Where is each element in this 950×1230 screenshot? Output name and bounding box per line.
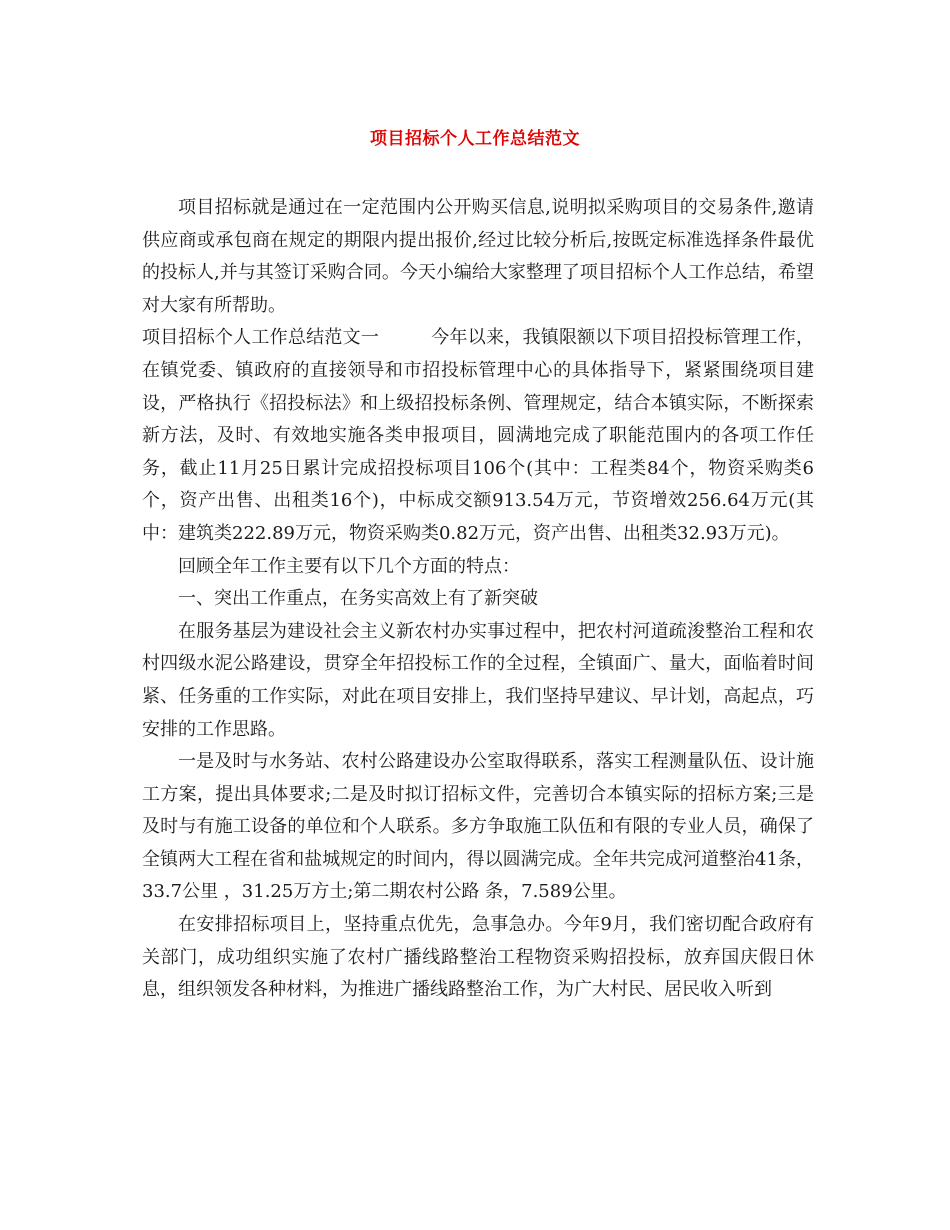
paragraph-sample1 [142,322,814,550]
document-title: 项目招标个人工作总结范文 [370,129,580,149]
section-heading-point1: 一、突出工作重点，在务实高效上有了新突破 [178,588,538,610]
paragraph-intro: 项目招标就是通过在一定范围内公开购买信息,说明拟采购项目的交易条件,邀请供应商或承包商在规定的期限内提出报价,经过比较分析后,按既定标准选择条件最优的投标人,并与其签订采购合同。今天小编给大家整理了项目招标个人工作总结，希望对大家有所帮助。 [142,197,814,316]
paragraph-measures: 一是及时与水务站、农村公路建设办公室取得联系，落实工程测量队伍、设计施工方案，提出具体要求;二是及时拟订招标文件，完善切合本镇实际的招标方案;三是及时与有施工设备的单位和个人联系。多方争取施工队伍和有限的专业人员，确保了全镇两大工程在省和盐城规定的时间内，得以圆满完成。全年共完成河道整治41条，33.7公里 ，31.25万方土;第二期农村公路 条，7.589公里。 [142,751,815,903]
paragraph-review: 回顾全年工作主要有以下几个方面的特点： [178,555,520,577]
sample1-body: 今年以来，我镇限额以下项目招投标管理工作，在镇党委、镇政府的直接领导和市招投标管理中心的具体指导下，紧紧围绕项目建设，严格执行《招投标法》和上级招投标条例、管理规定，结合本镇实际，不断探索新方法，及时、有效地实施各类申报项目，圆满地完成了职能范围内的各项工作任务，截止11月25日累计完成招投标项目106个(其中：工程类84个，物资采购类6个，资产出售、出租类16个)，中标成交额913.54万元，节资增效256.64万元(其中：建筑类222.89万元，物资采购类0.82万元，资产出售、出租类32.93万元)。 [142,327,815,544]
paragraph-priority: 在安排招标项目上，坚持重点优先，急事急办。今年9月，我们密切配合政府有关部门，成功组织实施了农村广播线路整治工程物资采购招投标，放弃国庆假日休息，组织领发各种材料，为推进广播线路整治工作，为广大村民、居民收入听到 [142,914,814,1001]
sample1-heading: 项目招标个人工作总结范文一 [142,327,380,349]
paragraph-service: 在服务基层为建设社会主义新农村办实事过程中，把农村河道疏浚整治工程和农村四级水泥公路建设，贯穿全年招投标工作的全过程，全镇面广、量大，面临着时间紧、任务重的工作实际，对此在项目安排上，我们坚持早建议、早计划，高起点，巧安排的工作思路。 [142,620,814,740]
document-body [142,192,814,1007]
